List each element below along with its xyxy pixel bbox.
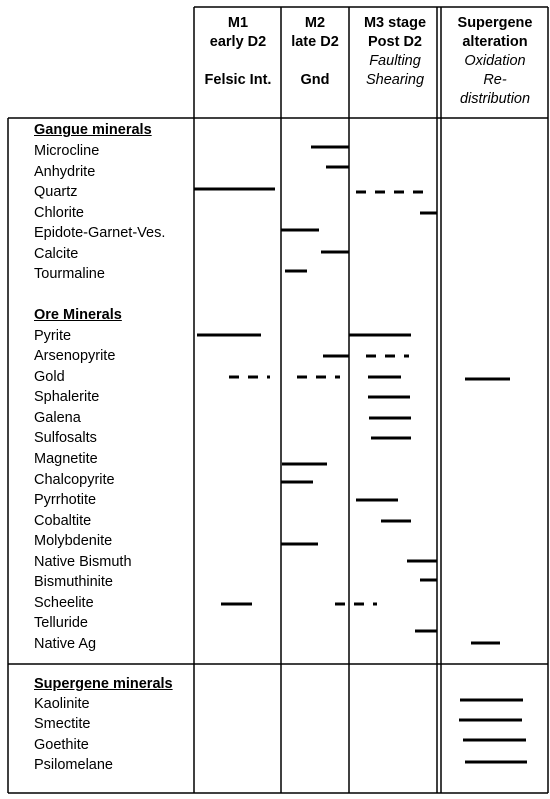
header-m1-line2: early D2 [209, 34, 267, 50]
mineral-label: Scheelite [34, 595, 94, 611]
mineral-label: Quartz [34, 184, 78, 200]
header-sup-line2: alteration [462, 34, 528, 50]
mineral-label: Chlorite [34, 205, 84, 221]
header-m2 [282, 14, 348, 90]
mineral-label: Native Ag [34, 636, 97, 652]
header-m2-line1: M2 [304, 15, 326, 31]
mineral-label: Sphalerite [34, 389, 100, 405]
section-title-gangue: Gangue minerals [34, 122, 152, 138]
mineral-label: Cobaltite [34, 513, 92, 529]
section-title-supergene: Supergene minerals [34, 676, 173, 692]
mineral-label: Kaolinite [34, 696, 90, 712]
header-m1-line1: M1 [227, 15, 249, 31]
header-m1-line3: Felsic Int. [204, 72, 272, 88]
mineral-label: Goethite [34, 737, 89, 753]
mineral-label: Anhydrite [34, 164, 96, 180]
mineral-label: Pyrrhotite [34, 492, 97, 508]
header-m3-line1: M3 stage [363, 15, 427, 31]
header-supergene [442, 14, 548, 109]
mineral-label: Smectite [34, 716, 91, 732]
header-sup-line3: Oxidation [464, 53, 526, 69]
header-m3-line3: Faulting [369, 53, 421, 69]
mineral-label: Epidote-Garnet-Ves. [34, 225, 166, 241]
mineral-label: Calcite [34, 246, 79, 262]
header-m3-line4: Shearing [365, 72, 425, 88]
mineral-label: Pyrite [34, 328, 72, 344]
mineral-label: Microcline [34, 143, 100, 159]
header-m2-line3: Gnd [300, 72, 330, 88]
mineral-label: Bismuthinite [34, 574, 113, 590]
header-sup-line5: distribution [459, 91, 531, 107]
mineral-label: Galena [34, 410, 81, 426]
mineral-label: Arsenopyrite [34, 348, 116, 364]
mineral-label: Psilomelane [34, 757, 113, 773]
header-m2-line2: late D2 [291, 34, 339, 50]
mineral-label: Molybdenite [34, 533, 113, 549]
mineral-label: Native Bismuth [34, 554, 132, 570]
header-m3 [350, 14, 440, 90]
mineral-label: Sulfosalts [34, 430, 97, 446]
header-sup-line4: Re- [483, 72, 507, 88]
mineral-label: Gold [34, 369, 65, 385]
header-m3-line2: Post D2 [368, 34, 422, 50]
header-sup-line1: Supergene [457, 15, 533, 31]
section-title-ore: Ore Minerals [34, 307, 122, 323]
mineral-label: Telluride [34, 615, 88, 631]
mineral-label: Magnetite [34, 451, 98, 467]
mineral-label: Chalcopyrite [34, 472, 115, 488]
mineral-label: Tourmaline [34, 266, 105, 282]
header-m1 [194, 14, 282, 90]
